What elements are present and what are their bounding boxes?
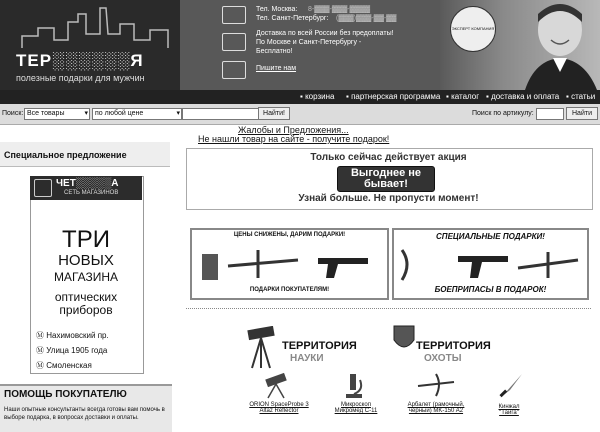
mail-icon[interactable]: [222, 61, 246, 79]
header-banner-image: [440, 0, 600, 90]
man-portrait-image: [515, 0, 600, 90]
metro-icon: Ⓜ: [36, 331, 44, 340]
divider: [186, 308, 591, 309]
product-link-microscope[interactable]: Микроскоп Микромед С-11: [334, 402, 378, 414]
search-input[interactable]: [182, 108, 260, 120]
article-search-button[interactable]: Найти: [566, 107, 598, 120]
ad-line-stores: МАГАЗИНА: [53, 270, 119, 284]
metro-icon: Ⓜ: [36, 346, 44, 355]
phone-spb-label: Тел. Санкт-Петербург:: [256, 15, 329, 22]
nav-item-cart-label: корзина: [305, 92, 335, 101]
ad-line-optical: оптических: [54, 290, 118, 304]
gifts-banner-right[interactable]: [392, 228, 589, 300]
territory-science-subtitle[interactable]: НАУКИ: [290, 353, 324, 364]
metro-name-3: Смоленская: [46, 361, 92, 370]
nav-item-articles[interactable]: ▪ статьи: [566, 92, 596, 101]
nav-item-delivery-label: доставка и оплата: [491, 92, 560, 101]
logo-title: ТЕР░░░░░░Я: [16, 51, 144, 70]
ad-line-three: ТРИ: [62, 226, 110, 253]
territory-hunting-subtitle[interactable]: ОХОТЫ: [424, 353, 462, 364]
write-us-link[interactable]: Пишите нам: [256, 65, 297, 72]
metro-item-3: [36, 360, 92, 371]
ad-brand-name: ЧЕТ░░░░░А: [56, 178, 119, 189]
help-text: Наши опытные консультанты всегда готовы вам помочь в выборе подарка, в вопросах доставки и оплаты.: [4, 407, 165, 421]
phone-icon: [222, 6, 246, 24]
crossbow-product-image[interactable]: [416, 372, 456, 400]
help-title: ПОМОЩЬ ПОКУПАТЕЛЮ: [4, 389, 127, 400]
promo-button-label: Выгоднее не бывает!: [350, 167, 422, 190]
shield-icon: [392, 324, 416, 354]
phone-moscow-value: 8-▓▓▓-▓▓▓-▓▓▓▓: [308, 6, 370, 13]
skyline-logo-graphic: [20, 6, 170, 50]
price-select[interactable]: [92, 108, 182, 120]
expert-badge: ЭКСПЕРТ КОМПАНИЯ: [450, 6, 496, 52]
microscope-product-image[interactable]: [342, 372, 366, 400]
product-link-crossbow[interactable]: Арбалет (рамочный, черный) MK-150 A2: [407, 402, 465, 414]
territory-hunting-title[interactable]: ТЕРРИТОРИЯ: [416, 340, 491, 352]
product-link-telescope[interactable]: ORION SpaceProbe 3 Altaz Reflector: [249, 402, 309, 414]
nav-item-catalog-label: каталог: [451, 92, 480, 101]
article-input[interactable]: [536, 108, 564, 120]
ad-line-new: НОВЫХ: [58, 252, 114, 269]
ad-line-devices: приборов: [59, 303, 113, 317]
banner-left-top-text: ЦЕНЫ СНИЖЕНЫ, ДАРИМ ПОДАРКИ!: [233, 232, 346, 238]
gifts-banner-left[interactable]: [190, 228, 389, 300]
nav-item-catalog[interactable]: ▪ каталог: [446, 92, 480, 101]
promo-button[interactable]: [337, 166, 435, 192]
nav-item-articles-label: статьи: [571, 92, 596, 101]
nav-item-delivery-payment[interactable]: ▪ доставка и оплата: [486, 92, 560, 101]
article-search-label: Поиск по артикулу:: [472, 110, 534, 117]
chevron-down-icon: ▾: [176, 110, 180, 117]
promo-heading: Только сейчас действует акция: [310, 152, 467, 163]
ad-brand-subtitle: СЕТЬ МАГАЗИНОВ: [64, 190, 119, 196]
telescope-product-image[interactable]: [262, 372, 292, 400]
price-select-value: по любой цене: [95, 110, 144, 117]
telescope-icon: [34, 179, 52, 197]
metro-name-1: Нахимовский пр.: [46, 331, 109, 340]
banner-right-top-text: СПЕЦИАЛЬНЫЕ ПОДАРКИ!: [436, 232, 545, 241]
logo-subtitle: полезные подарки для мужчин: [16, 73, 145, 83]
nav-item-cart[interactable]: ▪ корзина: [300, 92, 335, 101]
special-offer-title: Специальное предложение: [4, 150, 127, 160]
ad-brand-bar: [30, 176, 142, 200]
weapons-collage-image: [398, 244, 582, 284]
not-found-link[interactable]: Не нашли товар на сайте - получите подарок!: [198, 134, 390, 144]
metro-icon: Ⓜ: [36, 361, 44, 370]
delivery-line2: По Москве и Санкт-Петербургу -: [256, 39, 362, 46]
nav-item-partner-program[interactable]: ▪ партнерская программа: [346, 92, 441, 101]
phone-spb-value: (▓▓▓)▓▓▓-▓▓-▓▓: [336, 15, 397, 22]
products-collage-image: [198, 244, 382, 284]
banner-right-bottom-text: БОЕПРИПАСЫ В ПОДАРОК!: [434, 285, 547, 294]
metro-item-1: [36, 330, 109, 341]
territory-science-title[interactable]: ТЕРРИТОРИЯ: [282, 340, 357, 352]
metro-item-2: [36, 345, 107, 356]
metro-name-2: Улица 1905 года: [46, 346, 108, 355]
delivery-line1: Доставка по всей России без предоплаты!: [256, 30, 394, 37]
truck-icon: [222, 33, 246, 51]
telescope-icon: [244, 326, 280, 370]
chevron-down-icon: ▾: [84, 110, 88, 117]
promo-subtext: Узнай больше. Не пропусти момент!: [298, 193, 479, 204]
delivery-line3: Бесплатно!: [256, 48, 293, 55]
phone-moscow-label: Тел. Москва:: [256, 6, 298, 13]
search-button[interactable]: Найти!: [258, 107, 290, 120]
header-logo-area[interactable]: [0, 0, 180, 90]
customer-help-box: [0, 384, 172, 432]
complaints-link[interactable]: Жалобы и Предложения...: [238, 125, 349, 135]
nav-item-partner-label: партнерская программа: [351, 92, 441, 101]
special-offer-header: [0, 142, 170, 167]
header-contacts: [180, 0, 460, 90]
category-select[interactable]: [24, 108, 90, 120]
banner-left-bottom-text: ПОДАРКИ ПОКУПАТЕЛЯМ!: [249, 287, 330, 293]
search-label: Поиск:: [2, 110, 24, 117]
product-link-dagger[interactable]: Кинжал "Тайга": [498, 404, 520, 416]
dagger-product-image[interactable]: [496, 370, 526, 402]
category-select-value: Все товары: [27, 110, 65, 117]
